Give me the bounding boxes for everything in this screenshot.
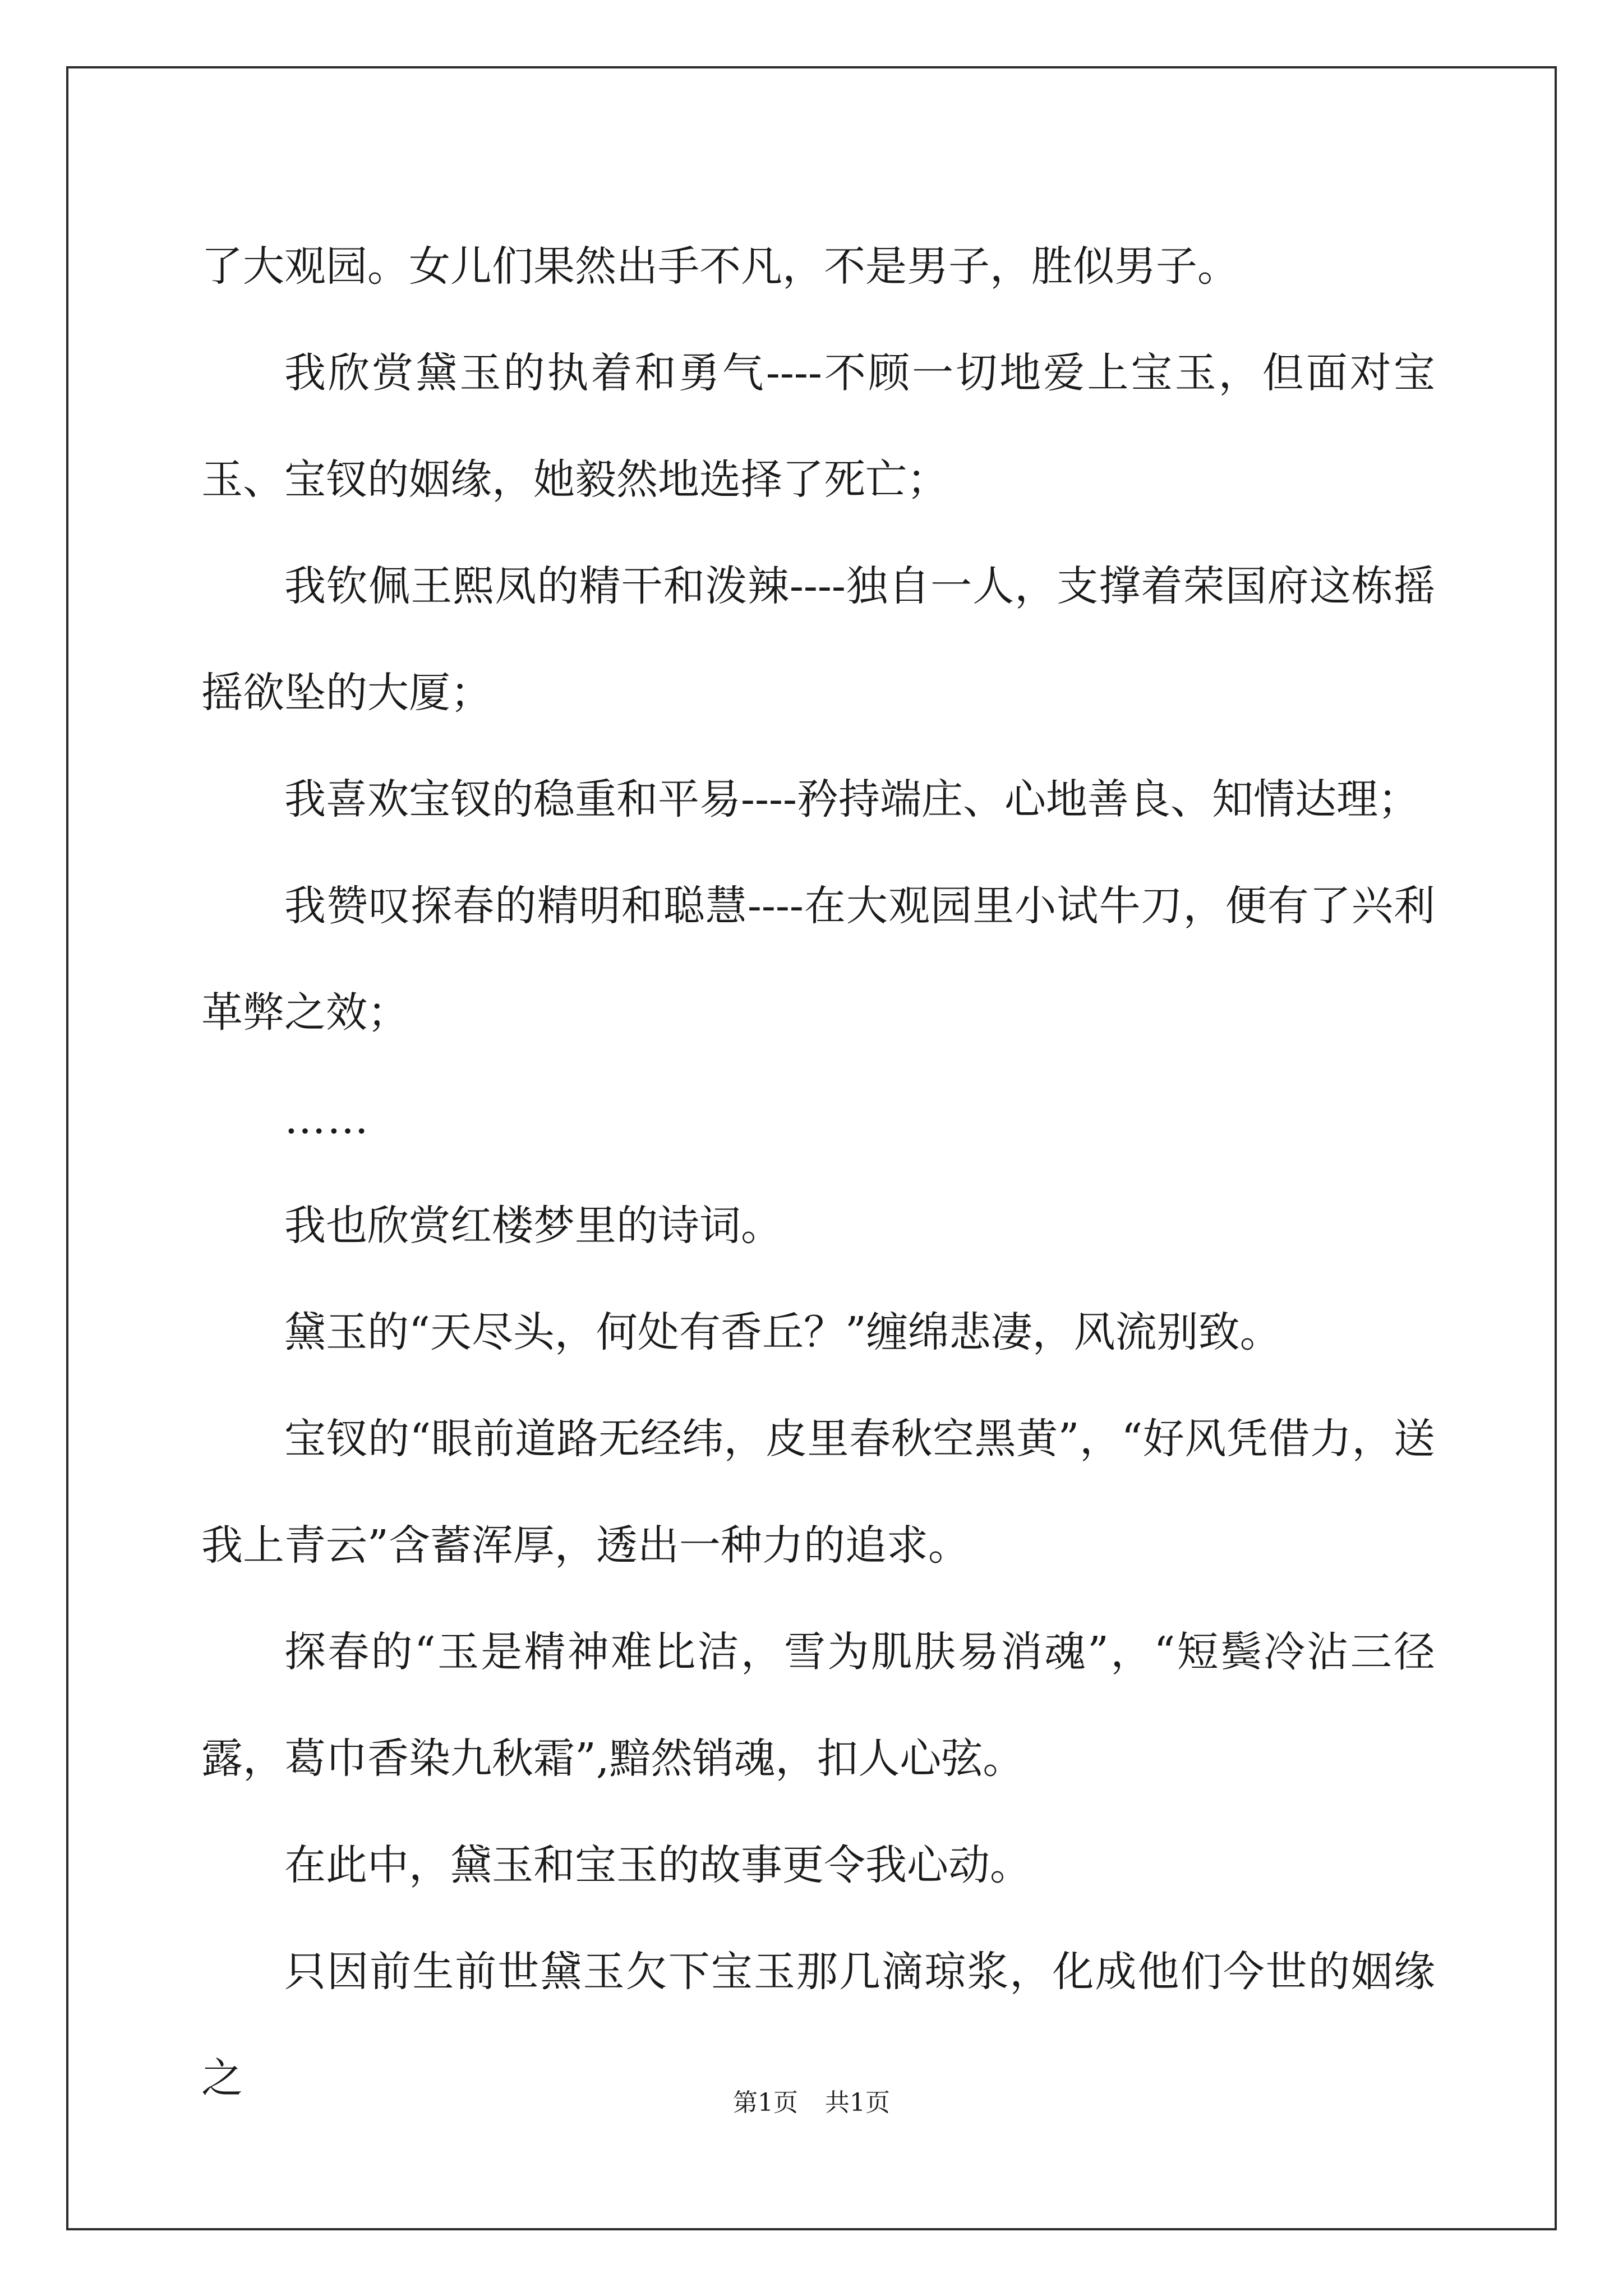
- paragraph: 我欣赏黛玉的执着和勇气----不顾一切地爱上宝玉，但面对宝玉、宝钗的姻缘，她毅然地选择了死亡；: [201, 349, 1435, 504]
- page-footer: [0, 2082, 1623, 2118]
- document-body: [201, 213, 1435, 2132]
- paragraph: 只因前生前世黛玉欠下宝玉那几滴琼浆，化成他们今世的姻缘之: [201, 1948, 1435, 2102]
- paragraph: 我钦佩王熙凤的精干和泼辣----独自一人，支撑着荣国府这栋摇摇欲坠的大厦；: [201, 562, 1435, 717]
- paragraph: 在此中，黛玉和宝玉的故事更令我心动。: [284, 1841, 1031, 1889]
- paragraph: 我也欣赏红楼梦里的诗词。: [284, 1202, 782, 1250]
- ellipsis-paragraph: ……: [284, 1095, 370, 1143]
- paragraph: 我赞叹探春的精明和聪慧----在大观园里小试牛刀，便有了兴利革弊之效；: [201, 882, 1435, 1037]
- paragraph: 黛玉的“天尽头，何处有香丘？”缠绵悲凄，风流别致。: [284, 1308, 1281, 1356]
- paragraph: 了大观园。女儿们果然出手不凡，不是男子，胜似男子。: [201, 242, 1239, 291]
- paragraph: 我喜欢宝钗的稳重和平易----矜持端庄、心地善良、知情达理；: [284, 775, 1420, 823]
- paragraph: 宝钗的“眼前道路无经纬，皮里春秋空黑黄”，“好风凭借力，送我上青云”含蓄浑厚，透出一种力的追求。: [201, 1415, 1435, 1570]
- page-number: 第1页: [733, 2088, 798, 2117]
- page-total: 共1页: [825, 2088, 890, 2117]
- paragraph: 探春的“玉是精神难比洁，雪为肌肤易消魂”，“短鬓冷沾三径露，葛巾香染九秋霜”,黯然销魂，扣人心弦。: [201, 1628, 1435, 1783]
